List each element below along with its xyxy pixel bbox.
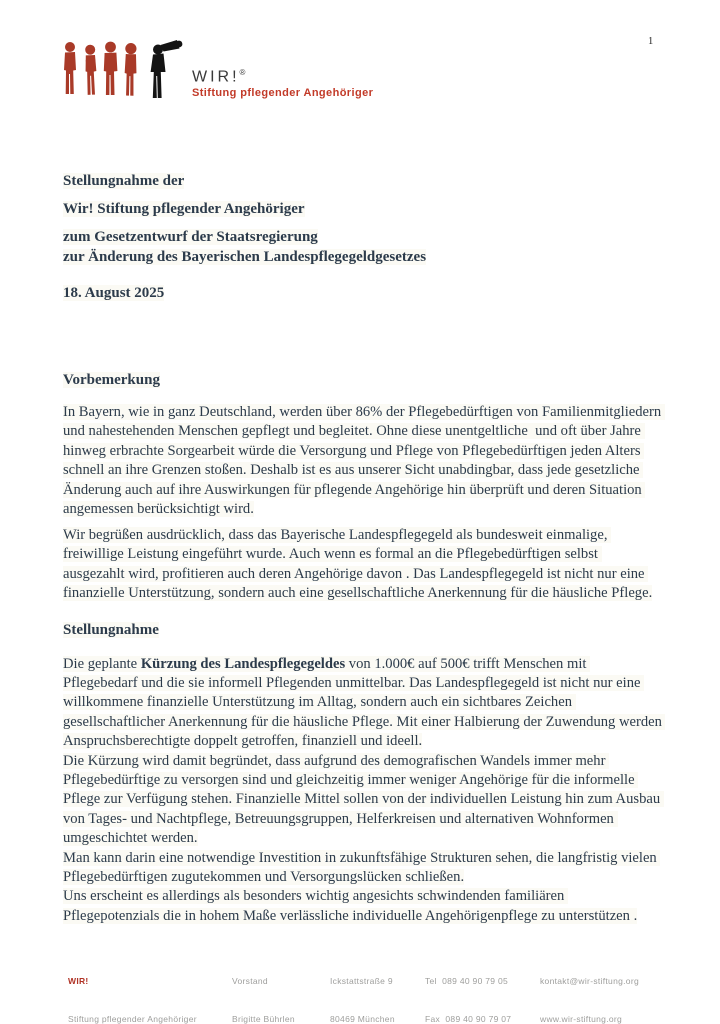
footer-street: Ickstattstraße 9 (330, 976, 393, 986)
footer-org-name: WIR! (68, 976, 89, 986)
logo-people-figures-icon (60, 36, 186, 102)
stellungnahme-text-block (63, 655, 665, 927)
footer-web-column (540, 950, 684, 1024)
title-line-2: Wir! Stiftung pflegender Angehöriger (63, 201, 305, 217)
footer-email: kontakt@wir-stiftung.org (540, 976, 639, 986)
footer-address-column (330, 950, 425, 1024)
title-block (63, 172, 662, 304)
section-heading-vorbemerkung: Vorbemerkung (63, 372, 160, 388)
footer-city: 80469 München (330, 1013, 395, 1024)
footer-phone-column (425, 950, 540, 1024)
page-number: 1 (648, 36, 654, 47)
registered-trademark-mark: ® (239, 67, 246, 77)
title-line-3: zum Gesetzentwurf der Staatsregierung (63, 229, 318, 245)
paragraph-stellungnahme-4: Uns erscheint es allerdings als besonders wichtig angesichts schwindenden familiären Pflegepotenzials die in hohem Maße verlässliche individuelle Angehörigenpflege zu unterstützen . (63, 888, 638, 924)
footer-fax: Fax 089 40 90 79 07 (425, 1013, 512, 1024)
footer-board-label: Vorstand (232, 976, 268, 986)
paragraph-text: Die geplante (63, 655, 141, 672)
logo (60, 36, 373, 102)
paragraph-stellungnahme-1 (63, 655, 665, 752)
footer-org-column (68, 950, 232, 1024)
paragraph-vorbemerkung-2: Wir begrüßen ausdrücklich, dass das Bayerische Landespflegegeld als bundesweit einmalige, freiwillige Leistung eingeführt wurde. Auch wenn es formal an die Pflegebedürftigen selbst ausgezahlt wird, profitieren auch deren Angehörige davon . Das Landespflegegeld ist nicht nur eine finanzielle Unterstützung, sondern auch eine gesellschaftliche Anerkennung für die häusliche Pflege. (63, 526, 653, 602)
brand-wordmark (192, 65, 373, 85)
footer-board-column (232, 950, 330, 1024)
bold-phrase-kuerzung: Kürzung des Landespflegegeldes (140, 655, 346, 672)
footer (68, 950, 684, 1024)
brand-text: WIR! (192, 68, 240, 85)
footer-website: www.wir-stiftung.org (540, 1013, 623, 1024)
section-heading-stellungnahme: Stellungnahme (63, 621, 159, 638)
footer-tel: Tel 089 40 90 79 05 (425, 976, 509, 986)
logo-tagline: Stiftung pflegender Angehöriger (192, 87, 374, 99)
logo-text (192, 65, 373, 102)
paragraph-stellungnahme-2: Die Kürzung wird damit begründet, dass aufgrund des demografischen Wandels immer mehr Pflegebedürftige zu versorgen sind und gleichzeitig immer weniger Angehörige für die informelle Pflege zur Verfügung stehen. Finanzielle Mittel sollen von der individuellen Leistung hin zum Ausbau von Tages- und Nachtpflege, Betreuungsgruppen, Helferkreisen und alternativen Wohnformen umgeschichtet werden. (63, 752, 664, 847)
paragraph-vorbemerkung-1: In Bayern, wie in ganz Deutschland, werden über 86% der Pflegebedürftigen von Familienmitgliedern und nahestehenden Menschen gepflegt und begleitet. Ohne diese unentgeltliche und oft über Jahre hinweg erbrachte Sorgearbeit würde die Versorgung und Pflege von Pflegebedürftigen jeden Alters schnell an ihre Grenzen stoßen. Deshalb ist es aus unserer Sicht unabdingbar, dass jede gesetzliche Änderung auch auf ihre Auswirkungen für pflegende Angehörige hin überprüft und deren Situation angemessen berücksichtigt wird. (63, 404, 665, 518)
footer-board-name: Brigitte Bührlen (232, 1013, 295, 1024)
title-line-4: zur Änderung des Bayerischen Landespflegegeldgesetzes (63, 248, 427, 265)
document-date: 18. August 2025 (63, 285, 165, 301)
document-body (63, 371, 665, 926)
title-line-1: Stellungnahme der (63, 173, 185, 189)
paragraph-text: von 1.000€ auf 500€ trifft Menschen mit Pflegebedarf und die sie informell Pflegenden unmittelbar. Das Landespflegegeld ist nicht nur eine willkommene finanzielle Unterstützung im Alltag, sondern auch ein sichtbares Zeichen gesellschaftlicher Anerkennung für die häusliche Pflege. Mit einer Halbierung der Zuwendung werden Anspruchsberechtigte doppelt getroffen, finanziell und ideell. (63, 655, 665, 750)
footer-org-subtitle: Stiftung pflegender Angehöriger (68, 1013, 197, 1024)
paragraph-stellungnahme-3: Man kann darin eine notwendige Investition in zukunftsfähige Strukturen sehen, die langfristig vielen Pflegebedürftigen zugutekommen und Versorgungslücken schließen. (63, 849, 661, 886)
